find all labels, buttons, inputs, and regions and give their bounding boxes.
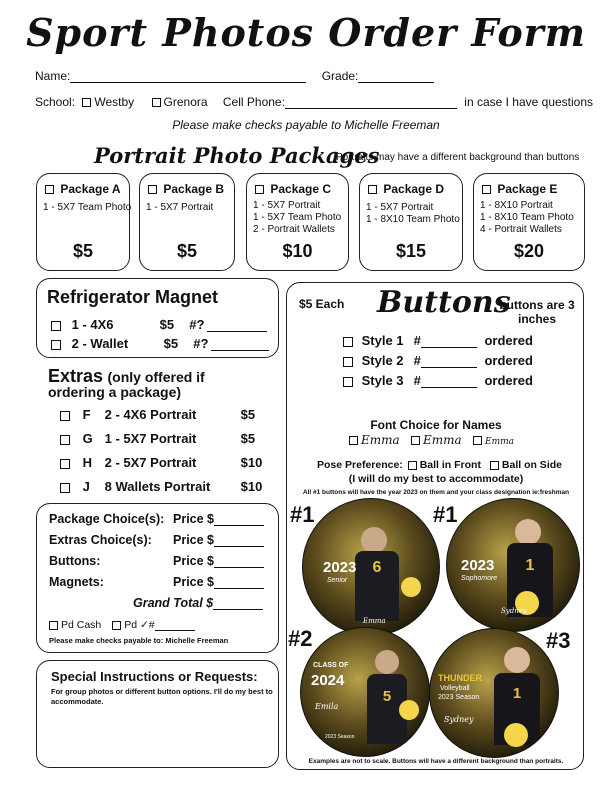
school-westby-checkbox[interactable] xyxy=(82,98,91,107)
package-d-name: Package D xyxy=(368,182,462,196)
example-3-tag: #2 xyxy=(288,626,313,651)
font-options xyxy=(349,433,514,447)
font-3-checkbox[interactable] xyxy=(473,436,482,445)
extras-heading-note-2: ordering a package) xyxy=(48,384,182,400)
font-1-checkbox[interactable] xyxy=(349,436,358,445)
package-c-price: $10 xyxy=(282,241,313,261)
package-e-checkbox[interactable] xyxy=(482,185,491,194)
school-grenora-checkbox[interactable] xyxy=(152,98,161,107)
example-3-button xyxy=(300,627,430,757)
extras-g-checkbox[interactable] xyxy=(60,435,70,445)
year-note: All #1 buttons will have the year 2023 on them and your class designation ie:freshman xyxy=(302,489,570,496)
style-1-row[interactable]: Style 1 # ordered xyxy=(343,333,533,348)
package-b-checkbox[interactable] xyxy=(148,185,157,194)
example-4-line2: 2023 Season xyxy=(438,694,480,701)
cell-note: in case I have questions xyxy=(464,95,594,109)
check-mark-icon: ✓ xyxy=(139,619,149,631)
example-4-face xyxy=(504,647,530,673)
totals-buttons-field[interactable] xyxy=(214,556,264,568)
extras-j-checkbox[interactable] xyxy=(60,483,70,493)
example-1-signature: Emma xyxy=(363,617,386,625)
package-c-checkbox[interactable] xyxy=(255,185,264,194)
buttons-size-note: buttons are 3 inches xyxy=(499,298,575,326)
pose-note: (I will do my best to accommodate) xyxy=(348,473,524,485)
grade-field[interactable] xyxy=(358,71,434,83)
example-3-face xyxy=(375,650,399,674)
grade-label: Grade: xyxy=(321,69,359,83)
extras-heading-note: (only offered if xyxy=(107,369,205,385)
example-1-sub: Senior xyxy=(327,577,348,584)
package-c-name: Package C xyxy=(255,182,348,196)
example-3-sub: 2023 Season xyxy=(325,734,355,740)
style-2-checkbox[interactable] xyxy=(343,357,353,367)
portrait-note: Portraits may have a different background than buttons xyxy=(336,152,580,163)
package-d[interactable] xyxy=(359,173,463,271)
cell-field[interactable] xyxy=(285,97,457,109)
package-e-name: Package E xyxy=(482,182,584,196)
check-number-field[interactable] xyxy=(155,621,195,631)
package-a-items: 1 - 5X7 Team Photo xyxy=(43,202,132,213)
magnet-row-2[interactable]: 2 - Wallet $5 #? xyxy=(51,336,269,351)
example-3-ball xyxy=(399,700,419,720)
cell-label: Cell Phone: xyxy=(222,95,285,109)
style-3-row[interactable]: Style 3 # ordered xyxy=(343,373,533,388)
magnet-1-checkbox[interactable] xyxy=(51,321,61,331)
grand-total-row: Grand Total $ xyxy=(133,596,263,610)
example-4-tag: #3 xyxy=(546,628,571,653)
name-field[interactable] xyxy=(70,71,306,83)
school-grenora-label: Grenora xyxy=(163,95,208,109)
style-2-qty-field[interactable] xyxy=(421,356,477,368)
package-b-price: $5 xyxy=(176,241,198,261)
example-2-sub: Sophomore xyxy=(461,575,498,582)
font-2-sample: Emma xyxy=(423,433,462,447)
style-3-qty-field[interactable] xyxy=(421,376,477,388)
example-1-face xyxy=(361,527,387,553)
package-d-price: $15 xyxy=(395,241,427,261)
special-heading: Special Instructions or Requests: xyxy=(51,669,258,684)
magnet-2-qty-field[interactable] xyxy=(211,339,269,351)
example-3-top: CLASS OF xyxy=(313,662,349,669)
totals-section xyxy=(36,503,279,653)
example-1-ball xyxy=(401,577,421,597)
extras-row-h[interactable]: H 2 - 5X7 Portrait $10 xyxy=(60,455,262,470)
example-1-tag: #1 xyxy=(290,502,315,527)
example-1-button xyxy=(302,498,440,636)
extras-row-g[interactable]: G 1 - 5X7 Portrait $5 xyxy=(60,431,255,446)
magnet-2-checkbox[interactable] xyxy=(51,340,61,350)
package-e-items: 1 - 8X10 Portrait 1 - 8X10 Team Photo 4 - Portrait Wallets xyxy=(480,200,574,235)
package-a-name: Package A xyxy=(45,182,129,196)
font-3-sample: Emma xyxy=(485,437,515,447)
font-2-checkbox[interactable] xyxy=(411,436,420,445)
magnet-row-1[interactable]: 1 - 4X6 $5 #? xyxy=(51,317,267,332)
font-heading: Font Choice for Names xyxy=(370,418,502,432)
package-b-name: Package B xyxy=(148,182,234,196)
totals-extras-row: Extras Choice(s): Price $ xyxy=(49,533,264,547)
example-4-jersey: 1 xyxy=(494,673,540,745)
package-d-checkbox[interactable] xyxy=(368,185,377,194)
example-1-year: 2023 xyxy=(323,559,357,576)
package-b[interactable] xyxy=(139,173,235,271)
package-e-price: $20 xyxy=(513,241,545,261)
example-2-face xyxy=(515,519,541,545)
page-title: Sport Photos Order Form xyxy=(26,10,586,55)
package-e[interactable] xyxy=(473,173,585,271)
magnet-section xyxy=(36,278,279,358)
totals-buttons-row: Buttons: Price $ xyxy=(49,554,264,568)
example-3-signature: Emila xyxy=(315,702,339,711)
portrait-heading: Portrait Photo Packages xyxy=(94,143,380,168)
package-a-checkbox[interactable] xyxy=(45,185,54,194)
payment-row: Pd Cash Pd ✓# xyxy=(49,619,195,631)
example-4-button xyxy=(429,628,559,758)
extras-heading: Extras xyxy=(48,366,104,386)
style-1-qty-field[interactable] xyxy=(421,336,477,348)
buttons-price-each: $5 Each xyxy=(299,297,345,311)
magnet-heading: Refrigerator Magnet xyxy=(47,287,219,307)
extras-f-checkbox[interactable] xyxy=(60,411,70,421)
totals-checks-note: Please make checks payable to: Michelle Freeman xyxy=(49,636,229,645)
package-c-items: 1 - 5X7 Portrait 1 - 5X7 Team Photo 2 - Portrait Wallets xyxy=(253,200,342,235)
example-2-signature: Sydney xyxy=(501,607,527,615)
extras-row-f[interactable]: F 2 - 4X6 Portrait $5 xyxy=(60,407,255,422)
example-4-ball xyxy=(504,723,528,747)
pd-cash-checkbox[interactable] xyxy=(49,621,58,630)
magnet-1-qty-field[interactable] xyxy=(207,320,267,332)
example-2-tag: #1 xyxy=(433,502,458,527)
buttons-heading: Buttons xyxy=(377,285,511,320)
font-1-sample: Emma xyxy=(361,433,400,447)
pose-row: Pose Preference: Ball in Front Ball on Side xyxy=(317,459,562,471)
totals-extras-field[interactable] xyxy=(214,535,264,547)
example-4-line1: Volleyball xyxy=(440,685,470,692)
school-row xyxy=(35,95,593,109)
example-4-team: THUNDER xyxy=(438,673,482,683)
school-label: School: xyxy=(35,95,76,109)
package-b-items: 1 - 5X7 Portrait xyxy=(146,202,214,213)
style-3-checkbox[interactable] xyxy=(343,377,353,387)
special-note: For group photos or different button options. I'll do my best to accommodate. xyxy=(51,687,273,706)
style-1-checkbox[interactable] xyxy=(343,337,353,347)
grand-total-field[interactable] xyxy=(213,598,263,610)
package-a-price: $5 xyxy=(72,241,94,261)
examples-note: Examples are not to scale. Buttons will have a different background than portraits. xyxy=(308,758,564,765)
school-westby-label: Westby xyxy=(94,95,135,109)
example-2-jersey: 1 xyxy=(507,543,553,617)
package-c[interactable] xyxy=(246,173,349,271)
totals-magnets-row: Magnets: Price $ xyxy=(49,575,264,589)
special-section[interactable] xyxy=(36,660,279,768)
example-3-jersey: 5 xyxy=(367,674,407,744)
style-2-row[interactable]: Style 2 # ordered xyxy=(343,353,533,368)
pd-check-checkbox[interactable] xyxy=(112,621,121,630)
example-2-button xyxy=(446,498,580,632)
example-3-year: 2024 xyxy=(311,672,345,689)
name-row xyxy=(35,69,434,83)
checks-note: Please make checks payable to Michelle Freeman xyxy=(172,118,440,132)
totals-package-row: Package Choice(s): Price $ xyxy=(49,512,264,526)
pose-side-checkbox[interactable] xyxy=(490,461,499,470)
package-d-items: 1 - 5X7 Portrait 1 - 8X10 Team Photo xyxy=(366,202,460,225)
extras-row-j[interactable]: J 8 Wallets Portrait $10 xyxy=(60,479,262,494)
pose-front-checkbox[interactable] xyxy=(408,461,417,470)
package-a[interactable] xyxy=(36,173,130,271)
totals-magnets-field[interactable] xyxy=(214,577,264,589)
name-label: Name: xyxy=(35,69,71,83)
extras-h-checkbox[interactable] xyxy=(60,459,70,469)
totals-package-field[interactable] xyxy=(214,514,264,526)
example-2-year: 2023 xyxy=(461,557,495,574)
example-4-signature: Sydney xyxy=(444,715,474,724)
example-1-jersey: 6 xyxy=(355,551,399,621)
